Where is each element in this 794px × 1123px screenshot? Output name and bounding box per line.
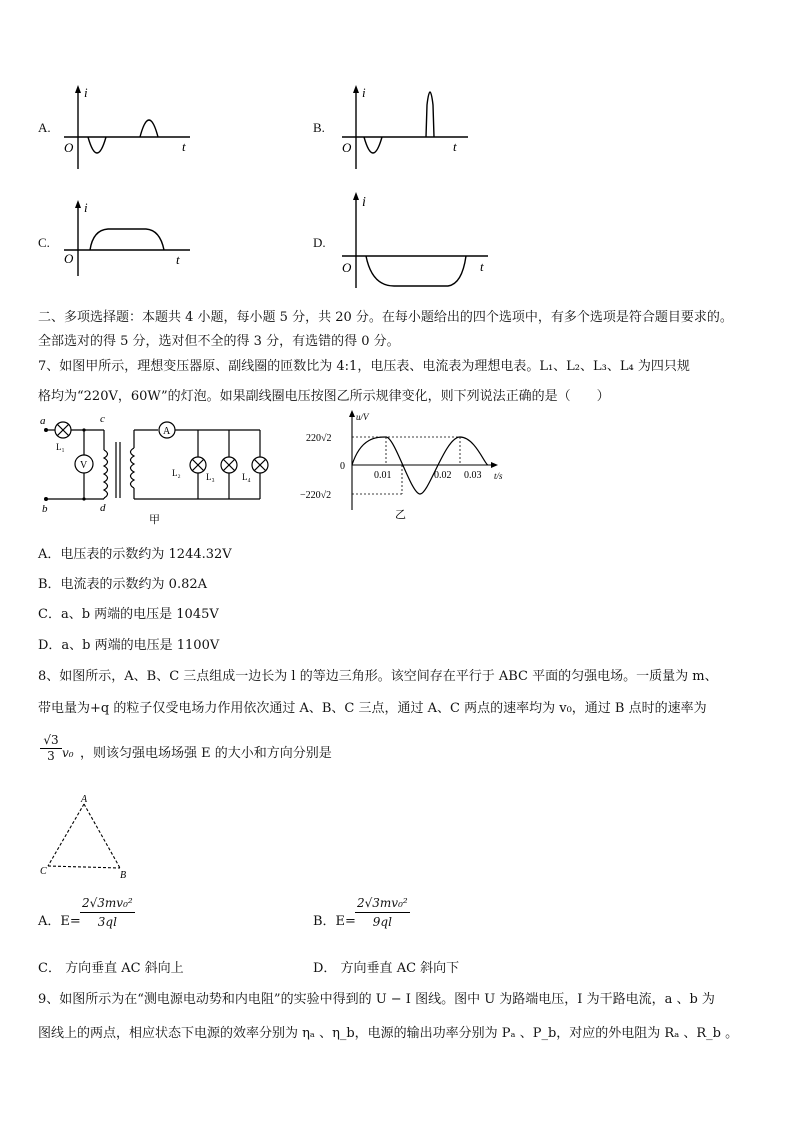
q8-line3: ，则该匀强电场场强 E 的大小和方向分别是 (80, 746, 332, 761)
wave-ylabel: u/V (356, 412, 369, 422)
graph-b (338, 85, 478, 175)
option-a-label: A. (38, 120, 51, 135)
origin-label: O (64, 140, 74, 155)
q7-line1: 7、如图甲所示，理想变压器原、副线圈的匝数比为 4:1，电压表、电流表为理想电表。L₁、L₂、L₃、L₄ 为四只规 (38, 359, 690, 374)
speed-fraction-var: v₀ (62, 746, 74, 760)
vertex-c: C (40, 866, 47, 877)
lamp-l1-label: L₁ (56, 442, 65, 452)
terminal-d: d (100, 502, 106, 514)
ammeter-symbol: A (163, 426, 171, 437)
voltmeter-symbol: V (80, 460, 88, 471)
q9-line1: 9、如图所示为在“测电源电动势和内电阻”的实验中得到的 U − I 图线。图中 U 为路端电压，I 为干路电流，a 、b 为 (38, 992, 715, 1007)
q8-option-b-den: 9ql (372, 915, 392, 929)
q8-option-a-label: A．E= (38, 914, 81, 929)
q8-option-b-label: B．E= (313, 914, 356, 929)
q7-line2: 格均为“220V，60W”的灯泡。如果副线圈电压按图乙所示规律变化，则下列说法正确的是（ ） (38, 389, 610, 404)
option-c-label: C. (38, 235, 50, 250)
origin-label: O (342, 260, 352, 275)
terminal-b: b (42, 503, 48, 515)
wave-ymin-label: −220√2 (300, 490, 332, 501)
graph-a (60, 85, 200, 175)
q8-option-d: D． 方向垂直 AC 斜向下 (313, 961, 460, 976)
axis-y-label: i (84, 200, 88, 215)
lamp-l4-label: L₄ (242, 472, 251, 482)
wave-t2-label: 0.02 (434, 470, 452, 481)
circuit-caption: 甲 (149, 514, 160, 526)
wave-zero-label: 0 (340, 461, 345, 472)
triangle-diagram (38, 792, 138, 882)
q8-option-a-fraction (80, 896, 135, 929)
axis-x-label: t (182, 139, 186, 154)
wave-ymax-label: 220√2 (306, 433, 332, 444)
option-b-label: B. (313, 120, 325, 135)
axis-x-label: t (176, 252, 180, 267)
q8-option-b-fraction (355, 896, 410, 929)
axis-y-label: i (362, 85, 366, 100)
q8-option-b-num: 2√3mv₀² (355, 896, 410, 913)
terminal-a: a (40, 415, 46, 427)
origin-label: O (342, 140, 352, 155)
lamp-l2-label: L₂ (172, 468, 181, 478)
wave-caption: 乙 (395, 509, 406, 521)
wave-xlabel: t/s (494, 471, 503, 481)
q8-line2: 带电量为+q 的粒子仅受电场力作用依次通过 A、B、C 三点，通过 A、C 两点的速率均为 v₀，通过 B 点时的速率为 (38, 701, 707, 716)
q8-option-a-den: 3ql (97, 915, 117, 929)
option-d-label: D. (313, 235, 326, 250)
graph-d (338, 192, 498, 292)
wave-t3-label: 0.03 (464, 470, 482, 481)
q7-option-c: C．a、b 两端的电压是 1045V (38, 607, 219, 622)
q9-line2: 图线上的两点，相应状态下电源的效率分别为 ηₐ 、η_b，电源的输出功率分别为 Pₐ 、P_b，对应的外电阻为 Rₐ 、R_b 。 (38, 1026, 739, 1041)
circuit-diagram (38, 412, 268, 527)
lamp-l3-label: L₃ (206, 472, 215, 482)
speed-fraction (40, 733, 62, 763)
wave-t1-label: 0.01 (374, 470, 392, 481)
speed-fraction-numerator: √3 (40, 733, 62, 749)
axis-y-label: i (362, 195, 366, 210)
q8-option-c: C． 方向垂直 AC 斜向上 (38, 961, 184, 976)
axis-y-label: i (84, 85, 88, 100)
terminal-c: c (100, 413, 105, 425)
q7-option-a: A．电压表的示数约为 1244.32V (38, 547, 232, 562)
voltage-wave-chart (300, 410, 520, 525)
speed-fraction-denominator: 3 (47, 749, 55, 763)
q7-option-d: D．a、b 两端的电压是 1100V (38, 638, 220, 653)
section2-line1: 二、多项选择题：本题共 4 小题，每小题 5 分，共 20 分。在每小题给出的四个选项中，有多个选项是符合题目要求的。 (38, 310, 733, 325)
axis-x-label: t (453, 139, 457, 154)
axis-x-label: t (480, 259, 484, 274)
origin-label: O (64, 251, 74, 266)
q8-line1: 8、如图所示，A、B、C 三点组成一边长为 l 的等边三角形。该空间存在平行于 ABC 平面的匀强电场。一质量为 m、 (38, 669, 718, 684)
vertex-a: A (81, 794, 88, 805)
q8-option-a-num: 2√3mv₀² (80, 896, 135, 913)
q7-option-b: B．电流表的示数约为 0.82A (38, 577, 208, 592)
vertex-b: B (120, 870, 127, 881)
section2-line2: 全部选对的得 5 分，选对但不全的得 3 分，有选错的得 0 分。 (38, 334, 400, 349)
graph-c (60, 200, 200, 280)
